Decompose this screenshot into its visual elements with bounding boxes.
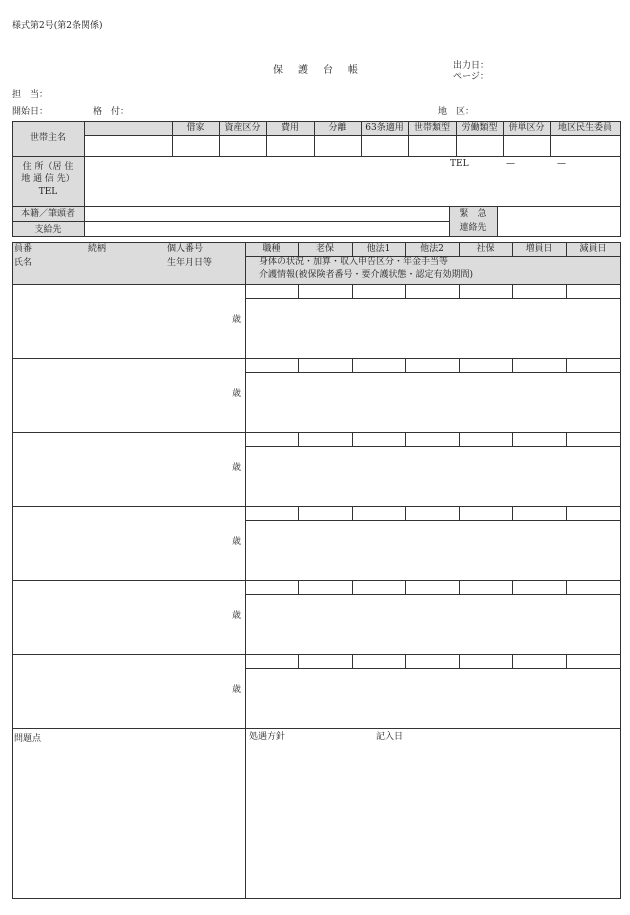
grid-line (12, 242, 13, 899)
title-char: 帳 (348, 65, 358, 76)
grid-line (459, 506, 460, 521)
household-column-header: 世帯類型 (413, 123, 450, 133)
grid-line (566, 580, 567, 595)
grid-line (405, 580, 406, 595)
grid-line (245, 668, 621, 669)
title-char: 護 (298, 65, 308, 76)
address-label: 住 所（居 住 (22, 162, 74, 172)
grid-line (12, 358, 621, 359)
grid-line (298, 358, 299, 373)
title-char: 台 (323, 65, 333, 76)
grid-line (245, 298, 621, 299)
tel-dash: — (506, 159, 515, 169)
start-date-label: 開始日： (12, 107, 49, 117)
member-column-header: 職種 (262, 244, 281, 254)
household-column-header: 分離 (328, 123, 347, 133)
grid-line (512, 358, 513, 373)
grid-line (298, 506, 299, 521)
grid-line (352, 284, 353, 299)
physical-status-label: 身体の状況・加算・収入申告区分・年金手当等 (259, 257, 449, 267)
page-label: ページ： (453, 72, 489, 82)
household-column-header: 資産区分 (224, 123, 261, 133)
entry-date-label: 記入日 (376, 732, 404, 742)
grid-line (12, 242, 621, 243)
grid-line (352, 432, 353, 447)
grid-line (352, 506, 353, 521)
grid-line (512, 432, 513, 447)
member-no-label: 員番 (14, 244, 33, 254)
household-column-header: 労働類型 (461, 123, 498, 133)
member-column-header: 他法1 (366, 244, 391, 254)
tel-dash: — (557, 159, 566, 169)
payee-label: 支給先 (34, 225, 62, 235)
grid-line (352, 358, 353, 373)
grid-line (245, 446, 621, 447)
tel-label: TEL (450, 159, 469, 169)
grid-line (12, 432, 621, 433)
household-column-header: 借家 (186, 123, 205, 133)
grid-line (12, 654, 621, 655)
grid-line (459, 284, 460, 299)
age-unit: 歳 (232, 315, 242, 325)
address-label: 地 通 信 先） (21, 174, 75, 184)
age-unit: 歳 (232, 611, 242, 621)
grid-line (512, 506, 513, 521)
grid-line (405, 358, 406, 373)
relation-label: 続柄 (88, 244, 107, 254)
age-unit: 歳 (232, 463, 242, 473)
birth-date-label: 生年月日等 (167, 258, 213, 268)
member-column-header: 他法2 (420, 244, 444, 254)
grid-line (352, 580, 353, 595)
grid-line (12, 236, 621, 237)
address-label: TEL (38, 187, 58, 197)
grid-line (245, 520, 621, 521)
grid-line (12, 221, 450, 222)
grid-line (566, 432, 567, 447)
grid-line (566, 284, 567, 299)
grid-line (298, 284, 299, 299)
grid-line (512, 284, 513, 299)
member-column-header: 減員日 (579, 244, 607, 254)
grid-line (245, 372, 621, 373)
grid-line (459, 432, 460, 447)
grid-line (620, 242, 621, 899)
head-of-household-label: 世帯主名 (29, 133, 66, 143)
grid-line (298, 580, 299, 595)
emergency-contact-label: 緊 急 (459, 209, 487, 219)
grid-line (512, 580, 513, 595)
grid-line (352, 654, 353, 669)
grid-line (459, 358, 460, 373)
household-column-header: 費用 (280, 123, 299, 133)
grid-line (405, 654, 406, 669)
treatment-policy-label: 処遇方針 (249, 732, 286, 742)
household-column-header: 併単区分 (508, 123, 545, 133)
grid-line (298, 654, 299, 669)
grid-line (512, 654, 513, 669)
grid-line (245, 594, 621, 595)
member-name-label: 氏名 (14, 258, 33, 268)
personal-no-label: 個人番号 (167, 244, 204, 254)
age-unit: 歳 (232, 537, 242, 547)
grid-line (12, 121, 621, 122)
problems-label: 問題点 (14, 734, 42, 744)
grid-line (12, 728, 621, 729)
grid-line (620, 121, 621, 237)
district-label: 地 区： (438, 107, 475, 117)
grid-line (566, 358, 567, 373)
grid-line (12, 580, 621, 581)
grid-line (84, 135, 621, 136)
output-date-label: 出力日： (453, 61, 490, 71)
care-info-label: 介護情報(被保険者番号・要介護状態・認定有効期間) (259, 270, 474, 280)
grid-line (245, 242, 246, 899)
form-number: 様式第2号(第2条関係) (12, 21, 103, 31)
emergency-contact-label: 連絡先 (459, 223, 487, 233)
grid-line (497, 206, 498, 237)
grid-line (12, 284, 621, 285)
grid-line (405, 432, 406, 447)
member-column-header: 増員日 (525, 244, 553, 254)
grid-line (405, 506, 406, 521)
grid-line (566, 506, 567, 521)
grid-line (405, 284, 406, 299)
member-column-header: 社保 (476, 244, 495, 254)
grid-line (84, 121, 85, 237)
charge-label: 担 当： (12, 90, 49, 100)
grid-line (459, 580, 460, 595)
grid-line (566, 654, 567, 669)
grid-line (12, 898, 621, 899)
household-column-header: 地区民生委員 (557, 123, 612, 133)
grid-line (12, 206, 621, 207)
grid-line (12, 156, 621, 157)
title-char: 保 (273, 65, 283, 76)
grade-label: 格 付： (93, 107, 130, 117)
household-column-header: 63条適用 (365, 123, 404, 133)
grid-line (298, 432, 299, 447)
grid-line (459, 654, 460, 669)
age-unit: 歳 (232, 389, 242, 399)
domicile-label: 本籍／筆頭者 (20, 209, 75, 219)
grid-line (12, 506, 621, 507)
member-column-header: 老保 (315, 244, 334, 254)
age-unit: 歳 (232, 685, 242, 695)
